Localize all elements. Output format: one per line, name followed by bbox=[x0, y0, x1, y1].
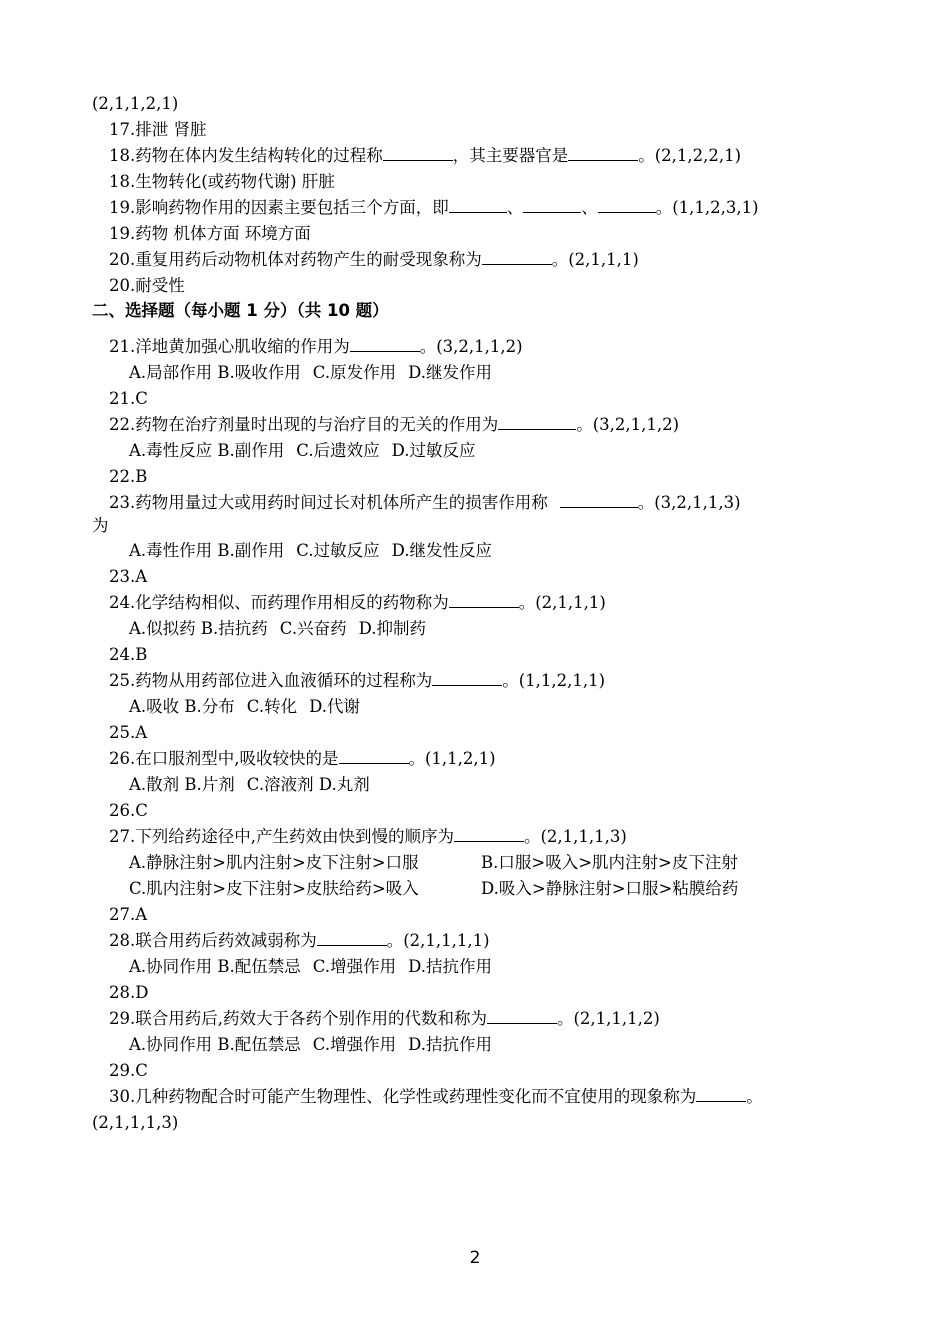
options-line: A.毒性作用 B.副作用 C.过敏反应 D.继发性反应 bbox=[129, 541, 492, 560]
answer-line: 17.排泄 肾脏 bbox=[109, 120, 207, 139]
question-line: 18.药物在体内发生结构转化的过程称 ，其主要器官是 。(2,1,2,2,1) bbox=[0, 143, 950, 169]
question-line: 22.药物在治疗剂量时出现的与治疗目的无关的作用为 。(3,2,1,1,2) bbox=[0, 412, 950, 438]
answer-line: 21.C bbox=[109, 389, 148, 408]
answer-blank bbox=[432, 668, 502, 686]
question-line: 20.重复用药后动物机体对药物产生的耐受现象称为 。(2,1,1,1) bbox=[0, 247, 950, 273]
answer-line: 26.C bbox=[109, 801, 148, 820]
question-line: 29.联合用药后,药效大于各药个别作用的代数和称为 。(2,1,1,1,2) bbox=[0, 1006, 950, 1032]
answer-line: 28.D bbox=[109, 983, 149, 1002]
options-line: A.协同作用 B.配伍禁忌 C.增强作用 D.拮抗作用 bbox=[129, 957, 492, 976]
answer-blank bbox=[339, 746, 409, 764]
answer-blank bbox=[454, 824, 524, 842]
options-line: A.散剂 B.片剂 C.溶液剂 D.丸剂 bbox=[129, 775, 370, 794]
options-line: A.协同作用 B.配伍禁忌 C.增强作用 D.拮抗作用 bbox=[129, 1035, 492, 1054]
answer-blank bbox=[498, 412, 576, 430]
text-line: (2,1,1,2,1) bbox=[92, 94, 179, 113]
answer-line: 25.A bbox=[109, 723, 148, 742]
answer-blank bbox=[487, 1006, 557, 1024]
question-wrap: (2,1,1,1,3) bbox=[92, 1113, 179, 1132]
answer-line: 22.B bbox=[109, 467, 148, 486]
answer-blank bbox=[383, 143, 453, 161]
answer-blank bbox=[317, 928, 387, 946]
answer-line: 24.B bbox=[109, 645, 148, 664]
question-line: 21.洋地黄加强心肌收缩的作用为 。(3,2,1,1,2) bbox=[0, 334, 950, 360]
answer-blank bbox=[598, 195, 656, 213]
answer-line: 20.耐受性 bbox=[109, 276, 185, 295]
answer-blank bbox=[482, 247, 552, 265]
answer-line: 18.生物转化(或药物代谢) 肝脏 bbox=[109, 172, 335, 191]
answer-line: 19.药物 机体方面 环境方面 bbox=[109, 224, 311, 243]
question-line: 30.几种药物配合时可能产生物理性、化学性或药理性变化而不宜使用的现象称为 。 bbox=[0, 1084, 950, 1110]
answer-blank bbox=[449, 195, 507, 213]
answer-line: 23.A bbox=[109, 567, 148, 586]
options-line: A.静脉注射>肌内注射>皮下注射>口服 B.口服>吸入>肌内注射>皮下注射 bbox=[129, 853, 738, 872]
page-number: 2 bbox=[469, 1248, 481, 1268]
question-line: 19.影响药物作用的因素主要包括三个方面，即 、 、 。(1,1,2,3,1) bbox=[0, 195, 950, 221]
answer-blank bbox=[449, 590, 519, 608]
options-line: C.肌内注射>皮下注射>皮肤给药>吸入 D.吸入>静脉注射>口服>粘膜给药 bbox=[129, 879, 739, 898]
answer-blank bbox=[568, 143, 638, 161]
section-heading: 二、选择题（每小题 1 分）（共 10 题） bbox=[92, 301, 389, 320]
question-line: 27.下列给药途径中,产生药效由快到慢的顺序为 。(2,1,1,1,3) bbox=[0, 824, 950, 850]
options-line: A.吸收 B.分布 C.转化 D.代谢 bbox=[129, 697, 360, 716]
answer-blank bbox=[560, 490, 638, 508]
question-line: 25.药物从用药部位进入血液循环的过程称为 。(1,1,2,1,1) bbox=[0, 668, 950, 694]
answer-blank bbox=[523, 195, 581, 213]
answer-blank bbox=[696, 1084, 746, 1102]
answer-blank bbox=[350, 334, 420, 352]
answer-line: 27.A bbox=[109, 905, 148, 924]
options-line: A.似拟药 B.拮抗药 C.兴奋药 D.抑制药 bbox=[129, 619, 426, 638]
question-line: 23.药物用量过大或用药时间过长对机体所产生的损害作用称 。(3,2,1,1,3) bbox=[0, 490, 950, 516]
answer-line: 29.C bbox=[109, 1061, 148, 1080]
question-line: 24.化学结构相似、而药理作用相反的药物称为 。(2,1,1,1) bbox=[0, 590, 950, 616]
question-line: 28.联合用药后药效减弱称为 。(2,1,1,1,1) bbox=[0, 928, 950, 954]
question-line: 26.在口服剂型中,吸收较快的是 。(1,1,2,1) bbox=[0, 746, 950, 772]
options-line: A.局部作用 B.吸收作用 C.原发作用 D.继发作用 bbox=[129, 363, 492, 382]
question-wrap: 为 bbox=[92, 516, 109, 535]
options-line: A.毒性反应 B.副作用 C.后遗效应 D.过敏反应 bbox=[129, 441, 476, 460]
